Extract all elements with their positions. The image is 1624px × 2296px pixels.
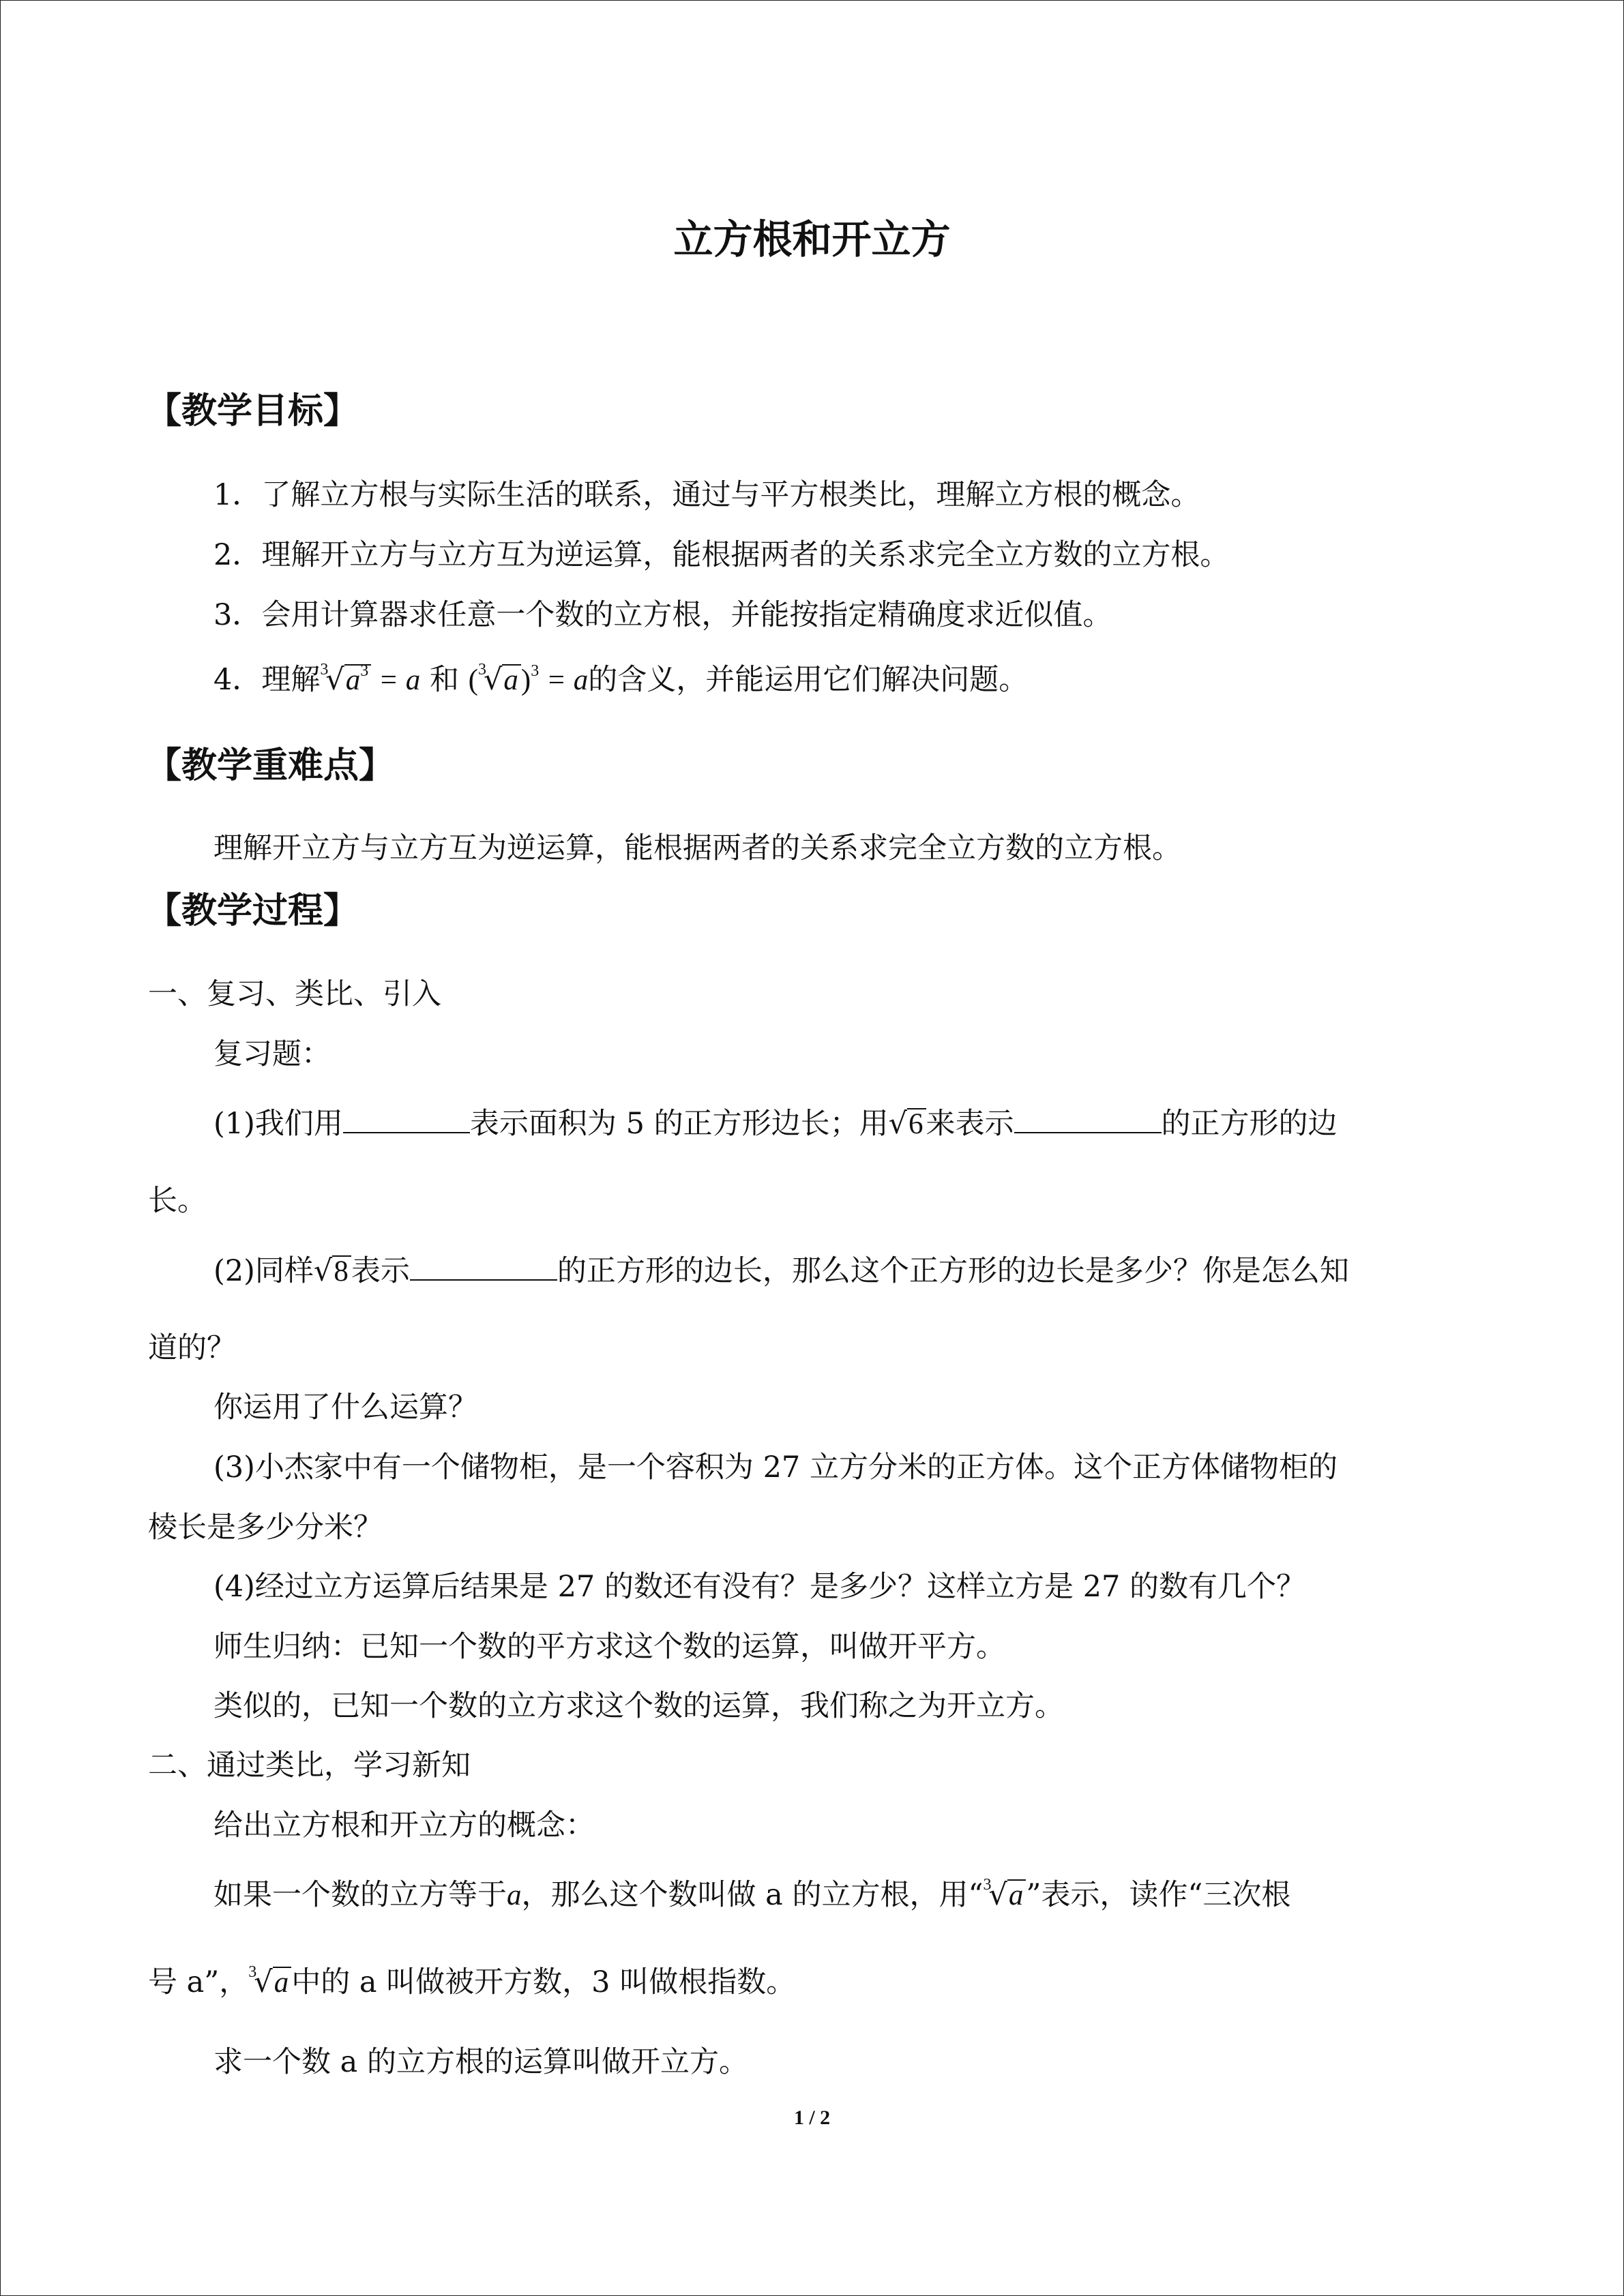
objective-item-1: 1．了解立方根与实际生活的联系，通过与平方根类比，理解立方根的概念。 (213, 478, 1200, 512)
operation-definition: 求一个数 a 的立方根的运算叫做开立方。 (213, 2045, 748, 2079)
question-4: (4)经过立方运算后结果是 27 的数还有没有？是多少？这样立方是 27 的数有几个？ (213, 1570, 1306, 1604)
exponent: 3 (531, 662, 540, 680)
question-1-continued: 长。 (148, 1184, 207, 1218)
part2-heading: 二、通过类比，学习新知 (148, 1748, 471, 1783)
section-heading-process: 【教学过程】 (146, 891, 359, 931)
radical-sign: √ (325, 663, 344, 697)
variable-a: a (507, 1879, 522, 1911)
answer-blank (410, 1253, 557, 1281)
page-number: 1 / 2 (793, 2106, 831, 2129)
q1-part-d: 的正方形的边 (1161, 1107, 1338, 1141)
section-heading-objectives: 【教学目标】 (146, 391, 359, 432)
part1-heading: 一、复习、类比、引入 (148, 977, 441, 1011)
q1-part-c: 来表示 (926, 1107, 1014, 1141)
definition-continued (148, 1963, 796, 1999)
q1-part-a: (1)我们用 (213, 1107, 343, 1141)
operation-question: 你运用了什么运算？ (213, 1390, 477, 1425)
radical-sign: √ (254, 1965, 273, 1999)
radicand-a: a (345, 664, 361, 696)
radical-index: 3 (320, 661, 329, 679)
section-heading-key-points: 【教学重难点】 (146, 745, 395, 786)
review-label: 复习题： (213, 1037, 331, 1071)
question-2 (213, 1253, 1349, 1286)
exponent: 3 (360, 662, 369, 680)
objective-item-4 (213, 661, 1029, 697)
radicand-a: a (1008, 1879, 1024, 1911)
radical-sign: √ (313, 1254, 333, 1288)
def-part-c: ”表示，读作“三次根 (1026, 1878, 1291, 1912)
q1-part-b: 表示面积为 5 的正方形边长；用 (469, 1107, 889, 1141)
radical-sign: √ (888, 1107, 908, 1141)
radical-index: 3 (983, 1876, 992, 1894)
objective-item-4-prefix: 4．理解 (213, 663, 321, 697)
radicand-8: 8 (332, 1255, 351, 1286)
definition-line (213, 1876, 1291, 1912)
answer-blank (343, 1106, 470, 1133)
radical-sign: √ (988, 1878, 1007, 1912)
objective-item-4-suffix: 的含义，并能运用它们解决问题。 (588, 663, 1029, 697)
question-3-continued: 棱长是多少分米？ (148, 1510, 383, 1545)
question-2-continued: 道的？ (148, 1331, 236, 1365)
question-1 (213, 1106, 1338, 1139)
q2-part-c: 的正方形的边长，那么这个正方形的边长是多少？你是怎么知 (557, 1254, 1349, 1288)
radicand-a: a (503, 664, 518, 696)
radicand-a: a (274, 1967, 289, 1999)
key-points-text: 理解开立方与立方互为逆运算，能根据两者的关系求完全立方数的立方根。 (213, 831, 1181, 865)
q2-part-a: (2)同样 (213, 1254, 314, 1288)
and-text: 和 (429, 663, 459, 697)
objective-item-2: 2．理解开立方与立方互为逆运算，能根据两者的关系求完全立方数的立方根。 (213, 538, 1230, 572)
document-title: 立方根和开立方 (673, 216, 951, 263)
q2-part-b: 表示 (351, 1254, 410, 1288)
answer-blank (1014, 1106, 1162, 1133)
lparen: ( (468, 664, 478, 696)
summary-2: 类似的，已知一个数的立方求这个数的运算，我们称之为开立方。 (213, 1689, 1064, 1723)
equals-a: = a (371, 664, 421, 696)
radical-index: 3 (248, 1963, 257, 1981)
def-part-b: ，那么这个数叫做 a 的立方根，用“ (521, 1878, 984, 1912)
rparen: ) (520, 664, 531, 696)
concept-label: 给出立方根和开立方的概念： (213, 1808, 595, 1843)
summary-1: 师生归纳：已知一个数的平方求这个数的运算，叫做开平方。 (213, 1630, 1005, 1664)
question-3: (3)小杰家中有一个储物柜，是一个容积为 27 立方分米的正方体。这个正方体储物柜的 (213, 1450, 1338, 1485)
def-cont-part-b: 中的 a 叫做被开方数，3 叫做根指数。 (291, 1965, 796, 1999)
equals-a: = a (539, 664, 589, 696)
def-cont-part-a: 号 a”， (148, 1965, 249, 1999)
radicand-6: 6 (907, 1108, 926, 1139)
objective-item-3: 3．会用计算器求任意一个数的立方根，并能按指定精确度求近似值。 (213, 598, 1112, 632)
radical-sign: √ (483, 663, 503, 697)
radical-index: 3 (477, 661, 486, 679)
def-part-a: 如果一个数的立方等于 (213, 1878, 507, 1912)
